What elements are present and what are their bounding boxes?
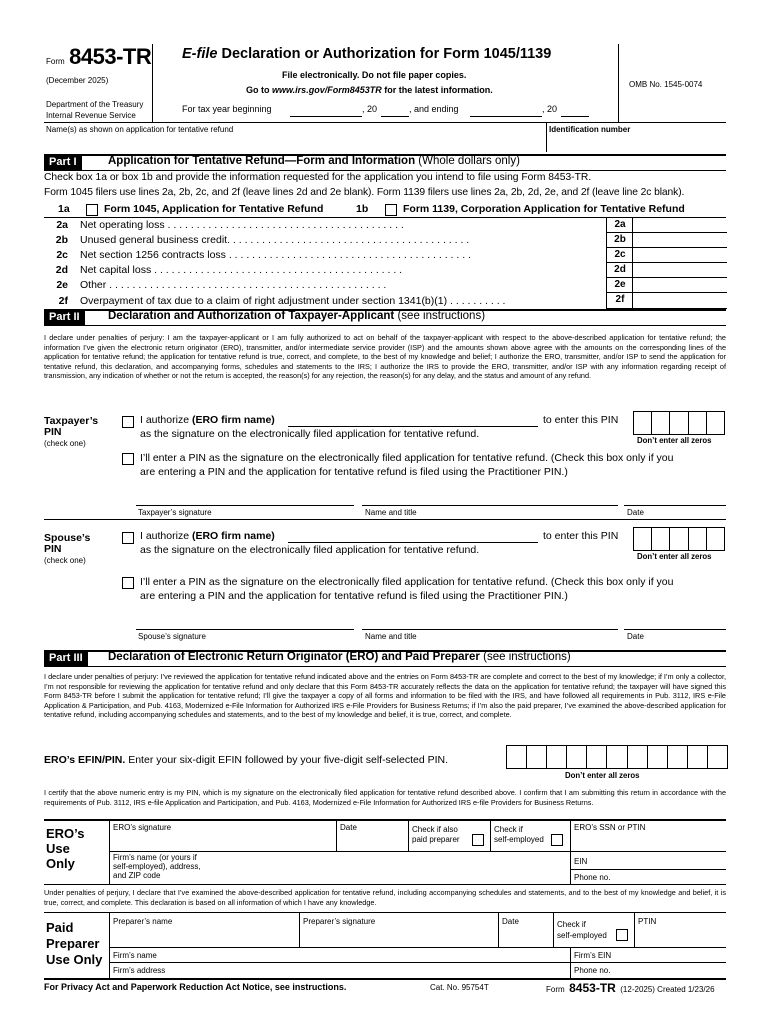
line-2f-desc: Overpayment of tax due to a claim of right adjustment under section 1341(b)(1) . . . . . . . . . . xyxy=(80,295,506,307)
preparer-firm-name-field[interactable] xyxy=(160,949,568,961)
spouse-ero-firm-field[interactable] xyxy=(288,542,538,543)
line-1a-checkbox[interactable] xyxy=(86,204,98,216)
id-number-field[interactable] xyxy=(549,135,725,151)
ero-paid-preparer-checkbox[interactable] xyxy=(472,834,484,846)
part3-label: Part III xyxy=(44,651,88,666)
line-2a-box: 2a xyxy=(606,218,633,233)
title-rest: Declaration or Authorization for Form 1045/1139 xyxy=(221,46,552,62)
ero-ssn-label: ERO’s SSN or PTIN xyxy=(574,823,646,832)
taxpayer-date-label: Date xyxy=(627,508,644,517)
line-2b-desc: Unused general business credit. . . . . . . . . . . . . . . . . . . . . . . . . . . . . . . . . . . . . . . . . . xyxy=(80,234,470,246)
tax-year-begin-yr-field[interactable] xyxy=(381,116,409,117)
ero-ein-label: EIN xyxy=(574,857,588,866)
ero-ssn-field[interactable] xyxy=(574,832,724,850)
preparer-ptin-label: PTIN xyxy=(638,917,657,926)
dept-treasury: Department of the Treasury xyxy=(46,100,144,109)
preparer-phone-label: Phone no. xyxy=(574,966,611,975)
part1-title: Application for Tentative Refund—Form and Information (Whole dollars only) xyxy=(108,155,520,167)
and-ending: , and ending xyxy=(409,104,459,114)
id-number-label: Identification number xyxy=(549,125,631,134)
tax-year-end-yr-field[interactable] xyxy=(561,116,589,117)
comma-20-a: , 20 xyxy=(362,104,378,114)
names-label: Name(s) as shown on application for tentative refund xyxy=(46,125,234,134)
line-1b-num: 1b xyxy=(356,203,369,215)
spouse-signature-field[interactable] xyxy=(136,629,354,630)
line-2b-num: 2b xyxy=(55,234,68,246)
spouse-signature-label: Spouse’s signature xyxy=(138,632,206,641)
ero-signature-label: ERO’s signature xyxy=(113,823,172,832)
subtitle-file-electronically: File electronically. Do not file paper copies. xyxy=(282,70,467,80)
spouse-name-title-label: Name and title xyxy=(365,632,417,641)
form-number: 8453-TR xyxy=(69,44,152,69)
comma-20-b: , 20 xyxy=(542,104,558,114)
part3-title: Declaration of Electronic Return Originator (ERO) and Paid Preparer (see instructions) xyxy=(108,651,571,663)
irs-label: Internal Revenue Service xyxy=(46,111,136,120)
preparer-signature-label: Preparer’s signature xyxy=(303,917,376,926)
ero-signature-field[interactable] xyxy=(113,832,333,850)
spouse-ill-enter-checkbox[interactable] xyxy=(122,577,134,589)
omb-number: OMB No. 1545-0074 xyxy=(629,80,703,89)
part1-instruction-2: Form 1045 filers use lines 2a, 2b, 2c, and 2f (leave lines 2d and 2e blank). Form 1139 filers use lines 2a, 2b, 2d, 2e, and 2f (leave line 2c blank). xyxy=(44,187,685,198)
ero-certify: I certify that the above numeric entry is my PIN, which is my signature on the electronically filed application for tentative refund described above. I confirm that I am submitting this return in accordance with the requirements of Pub. 3112, IRS e-file Application and Participation, and Pub. 4163, Modernized e-File Information for Authorized IRS e-file Providers for Business Returns. xyxy=(44,788,726,807)
preparer-firm-name-label: Firm’s name xyxy=(113,951,157,960)
line-2c-amount[interactable] xyxy=(632,248,727,263)
form-revision: (December 2025) xyxy=(46,76,109,85)
line-2c-desc: Net section 1256 contracts loss . . . . . . . . . . . . . . . . . . . . . . . . . . . . . . . . . . . . . . . . . . xyxy=(80,249,471,261)
taxpayer-pin-label: Taxpayer’s PIN xyxy=(44,415,99,438)
ero-check-self-employed: Check if self-employed xyxy=(494,825,544,844)
taxpayer-signature-label: Taxpayer’s signature xyxy=(138,508,212,517)
line-2d-amount[interactable] xyxy=(632,263,727,278)
preparer-name-field[interactable] xyxy=(113,926,297,946)
ero-self-employed-checkbox[interactable] xyxy=(551,834,563,846)
preparer-check-self-employed: Check if self-employed xyxy=(557,920,607,940)
line-2f-box: 2f xyxy=(606,293,633,309)
taxpayer-dont-enter-zeros: Don’t enter all zeros xyxy=(637,436,712,445)
taxpayer-name-title-label: Name and title xyxy=(365,508,417,517)
preparer-declaration: Under penalties of perjury, I declare that I’ve examined the above-described application for tentative refund, including accompanying schedules and statements, and to the best of my knowledge and belief, it is true, correct, and complete. This declaration is based on all information of which I have any knowledge. xyxy=(44,888,726,907)
spouse-authorize-checkbox[interactable] xyxy=(122,532,134,544)
line-1a-num: 1a xyxy=(58,203,70,215)
part2-label: Part II xyxy=(44,310,85,325)
spouse-name-title-field[interactable] xyxy=(362,629,618,630)
part1-instruction-1: Check box 1a or box 1b and provide the information requested for the application you intend to file using Form 8453-TR. xyxy=(44,172,592,183)
taxpayer-authorize-checkbox[interactable] xyxy=(122,416,134,428)
spouse-date-field[interactable] xyxy=(624,629,726,630)
taxpayer-authorize-text: I authorize (ERO firm name) xyxy=(140,414,275,426)
ero-check-paid-preparer: Check if also paid preparer xyxy=(412,825,460,844)
form-number-block xyxy=(46,44,151,70)
footer-form-id: Form 8453-TR (12-2025) Created 1/23/26 xyxy=(546,981,715,995)
ero-date-label: Date xyxy=(340,823,357,832)
taxpayer-as-signature: as the signature on the electronically filed application for tentative refund. xyxy=(140,428,480,440)
taxpayer-ill-enter-2: are entering a PIN and the application for tentative refund is filed using the Practitioner PIN.) xyxy=(140,466,568,478)
line-2e-num: 2e xyxy=(56,279,68,291)
preparer-date-label: Date xyxy=(502,917,519,926)
tax-year-begin-field[interactable] xyxy=(290,116,362,117)
line-1b-checkbox[interactable] xyxy=(385,204,397,216)
ero-efin-label: ERO’s EFIN/PIN. Enter your six-digit EFIN followed by your five-digit self-selected PIN. xyxy=(44,754,449,766)
spouse-to-enter-pin: to enter this PIN xyxy=(543,530,619,542)
footer-cat-number: Cat. No. 95754T xyxy=(430,983,489,992)
line-2d-desc: Net capital loss . . . . . . . . . . . . . . . . . . . . . . . . . . . . . . . . . . . . . . . . . . . xyxy=(80,264,403,276)
tax-year-end-field[interactable] xyxy=(470,116,542,117)
line-2f-amount[interactable] xyxy=(632,293,727,309)
line-2d-num: 2d xyxy=(55,264,68,276)
ero-phone-label: Phone no. xyxy=(574,873,611,882)
part1-label: Part I xyxy=(44,155,82,170)
spouse-date-label: Date xyxy=(627,632,644,641)
tax-year-label: For tax year beginning xyxy=(182,104,272,114)
line-2d-box: 2d xyxy=(606,263,633,278)
part2-declaration: I declare under penalties of perjury: I am the taxpayer-applicant or I am fully authorized to act on behalf of the taxpayer-applicant with respect to the above-described application for tentative refund; the information I’ve given the electronic return originator (ERO), transmitter, and/or intermediate service provider (ISP) and the amounts shown above agree with the amounts on the corresponding lines of the application for tentative refund; the application for tentative refund is true, correct, and complete, to the best of my knowledge and belief; I authorize the ERO, transmitter, and/or ISP to send the application for tentative refund, this declaration, and accompanying forms, schedules and statements to the IRS; I authorize the IRS to provide the ERO, transmitter, and/or ISP with any information regarding receipt of transmission, any indication of whether or not the return is accepted, the reason(s) for any rejection, the reason(s) for any delay, and the status and amount of any refund. xyxy=(44,333,726,381)
footer-privacy-notice: For Privacy Act and Paperwork Reduction Act Notice, see instructions. xyxy=(44,982,347,992)
irs-url: www.irs.gov/Form8453TR xyxy=(272,85,382,95)
form-word: Form xyxy=(46,57,65,66)
line-1b-text: Form 1139, Corporation Application for Tentative Refund xyxy=(403,203,685,215)
spouse-pin-label: Spouse’s PIN xyxy=(44,532,91,555)
taxpayer-ill-enter-checkbox[interactable] xyxy=(122,453,134,465)
spouse-authorize-text: I authorize (ERO firm name) xyxy=(140,530,275,542)
ero-efin-pin-boxes[interactable] xyxy=(506,745,728,769)
preparer-firm-ein-label: Firm’s EIN xyxy=(574,951,612,960)
ero-firm-name-field[interactable] xyxy=(224,853,568,883)
subtitle-go-to: Go to www.irs.gov/Form8453TR for the latest information. xyxy=(246,85,493,95)
form-title xyxy=(182,46,551,62)
line-2f-num: 2f xyxy=(58,295,68,307)
preparer-self-employed-checkbox[interactable] xyxy=(616,929,628,941)
line-2e-box: 2e xyxy=(606,278,633,293)
spouse-check-one: (check one) xyxy=(44,556,86,565)
spouse-ill-enter-2: are entering a PIN and the application for tentative refund is filed using the Practitioner PIN.) xyxy=(140,590,568,602)
line-2b-box: 2b xyxy=(606,233,633,248)
ero-firm-name-label: Firm’s name (or yours if self-employed), address, and ZIP code xyxy=(113,853,201,880)
preparer-firm-address-field[interactable] xyxy=(170,964,568,976)
taxpayer-ero-firm-field[interactable] xyxy=(288,426,538,427)
part2-title: Declaration and Authorization of Taxpayer-Applicant (see instructions) xyxy=(108,310,486,322)
names-field[interactable] xyxy=(46,135,544,151)
taxpayer-to-enter-pin: to enter this PIN xyxy=(543,414,619,426)
taxpayer-pin-boxes[interactable] xyxy=(633,411,725,435)
spouse-as-signature: as the signature on the electronically filed application for tentative refund. xyxy=(140,544,480,556)
ero-dont-enter-zeros: Don’t enter all zeros xyxy=(565,771,640,780)
taxpayer-name-title-field[interactable] xyxy=(362,505,618,506)
line-2a-amount[interactable] xyxy=(632,218,727,233)
line-2c-box: 2c xyxy=(606,248,633,263)
line-2c-num: 2c xyxy=(56,249,68,261)
line-1a-text: Form 1045, Application for Tentative Refund xyxy=(104,203,324,215)
preparer-firm-address-label: Firm’s address xyxy=(113,966,166,975)
taxpayer-signature-field[interactable] xyxy=(136,505,354,506)
preparer-name-label: Preparer’s name xyxy=(113,917,173,926)
ero-use-only-label: ERO’s Use Only xyxy=(46,826,85,871)
taxpayer-check-one: (check one) xyxy=(44,439,86,448)
spouse-ill-enter-1: I’ll enter a PIN as the signature on the electronically filed application for tentative refund. (Check this box only if you xyxy=(140,576,674,588)
spouse-pin-boxes[interactable] xyxy=(633,527,725,551)
line-2e-amount[interactable] xyxy=(632,278,727,293)
taxpayer-ill-enter-1: I’ll enter a PIN as the signature on the electronically filed application for tentative refund. (Check this box only if you xyxy=(140,452,674,464)
paid-preparer-label: Paid Preparer Use Only xyxy=(46,920,103,967)
line-2a-desc: Net operating loss . . . . . . . . . . . . . . . . . . . . . . . . . . . . . . . . . . . . . . . . . xyxy=(80,219,404,231)
preparer-signature-field[interactable] xyxy=(303,926,495,946)
line-2a-num: 2a xyxy=(56,219,68,231)
taxpayer-date-field[interactable] xyxy=(624,505,726,506)
part3-declaration: I declare under penalties of perjury: I’ve reviewed the application for tentative refund indicated above and the entries on Form 8453-TR are complete and correct to the best of my knowledge; if I’m only a collector, I’m not responsible for reviewing the application for tentative refund and only declare that this Form 8453-TR accurately reflects the data on the application for tentative refund; the taxpayer will have signed this Form 8453-TR before I submit the application for tentative refund; I’ll give the taxpayer a copy of all forms and information to be filed with the IRS, and have followed all requirements in Pub. 3112, IRS e-File Application & Participation, and Pub. 4163, Modernized e-File Information for Authorized IRS e-File Providers for Business Returns; if I’m also the paid preparer, I’ve examined the above-described application for tentative refund, including accompanying schedules and statements, and to the best of my knowledge and belief, it is true, correct, and complete. xyxy=(44,672,726,720)
title-efile: E-file xyxy=(182,46,218,62)
spouse-dont-enter-zeros: Don’t enter all zeros xyxy=(637,552,712,561)
line-2e-desc: Other . . . . . . . . . . . . . . . . . . . . . . . . . . . . . . . . . . . . . . . . . . . . . . . . xyxy=(80,279,387,291)
line-2b-amount[interactable] xyxy=(632,233,727,248)
